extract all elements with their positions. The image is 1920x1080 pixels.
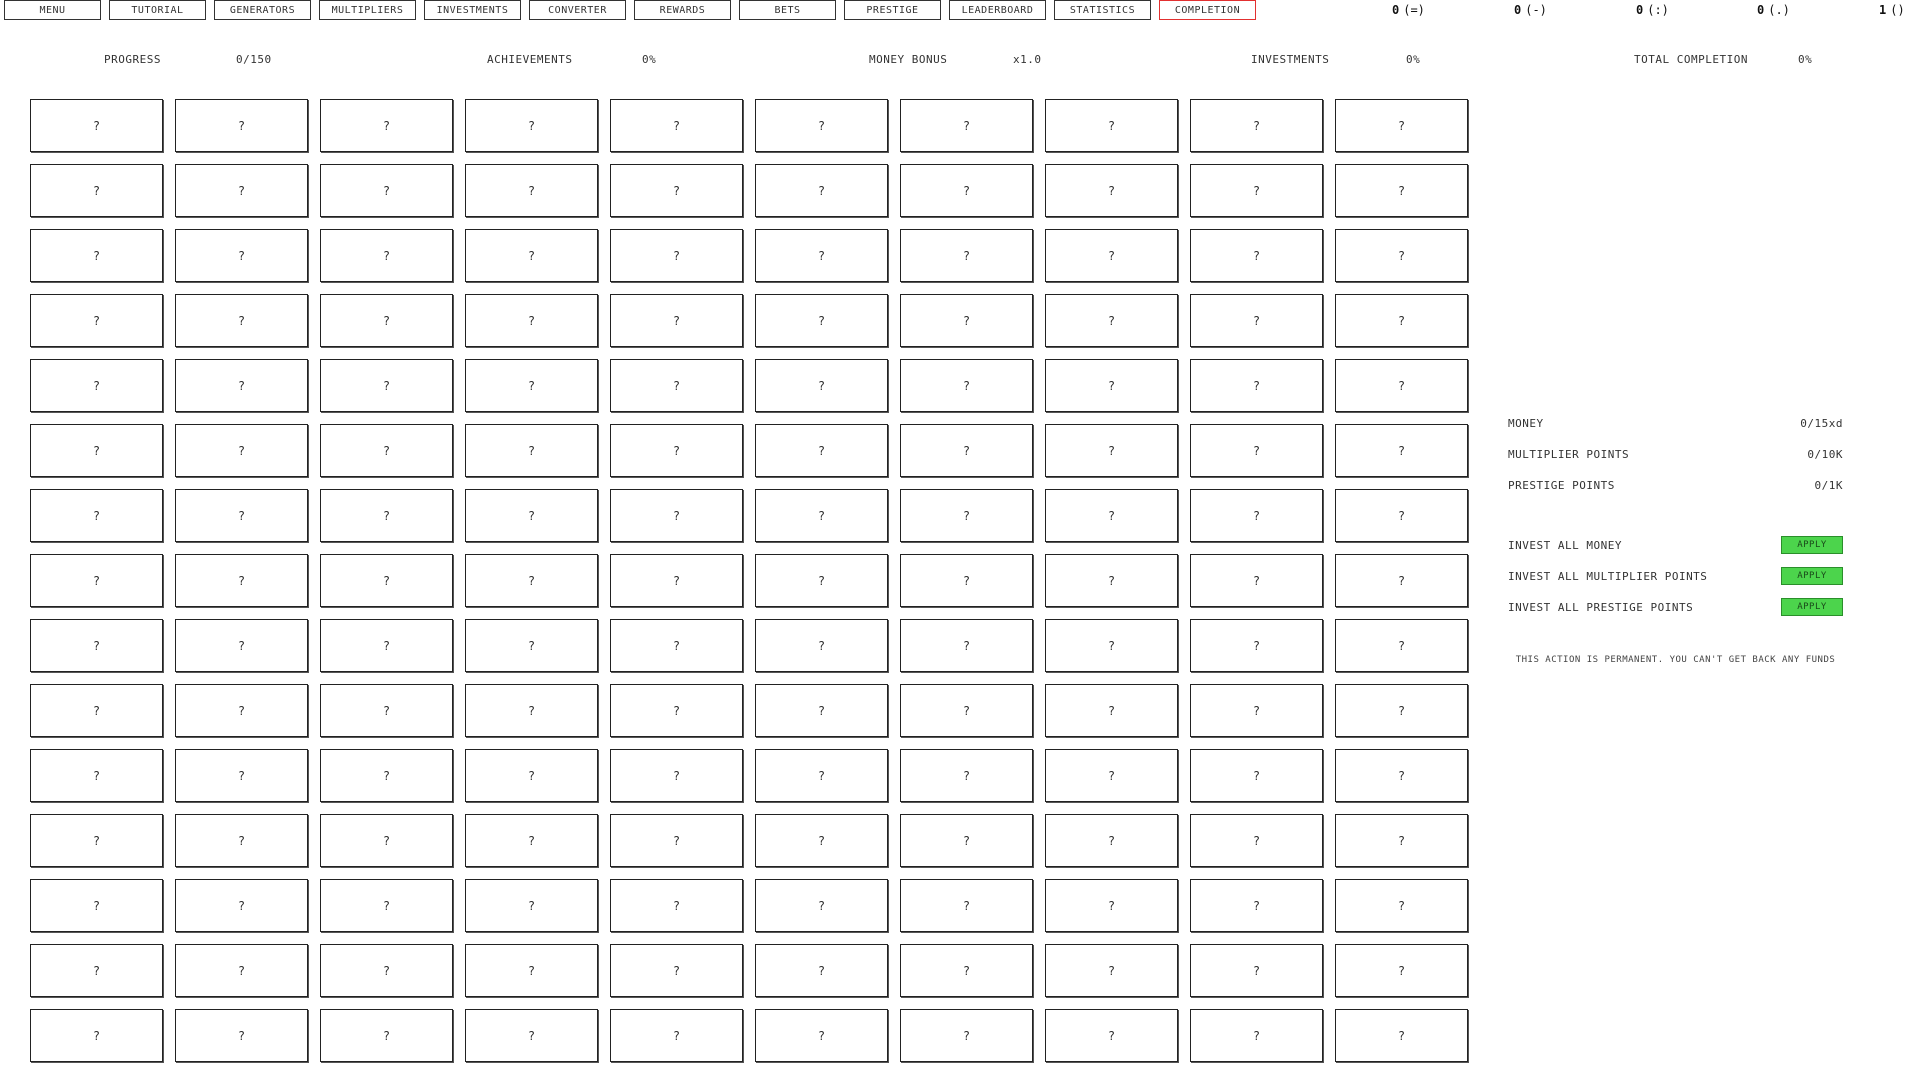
completion-cell[interactable]: ? xyxy=(465,814,598,867)
completion-cell[interactable]: ? xyxy=(175,1009,308,1062)
completion-cell[interactable]: ? xyxy=(320,164,453,217)
resource-label: MONEY xyxy=(1508,417,1544,430)
nav-multipliers-button[interactable]: MULTIPLIERS xyxy=(319,0,416,20)
resource-value: 0/10K xyxy=(1807,448,1843,461)
completion-cell[interactable]: ? xyxy=(465,164,598,217)
completion-cell[interactable]: ? xyxy=(1045,164,1178,217)
completion-cell[interactable]: ? xyxy=(465,99,598,152)
completion-cell[interactable]: ? xyxy=(755,359,888,412)
completion-cell[interactable]: ? xyxy=(1045,489,1178,542)
completion-grid xyxy=(30,99,1468,1062)
completion-cell[interactable]: ? xyxy=(320,359,453,412)
completion-cell[interactable]: ? xyxy=(30,1009,163,1062)
completion-cell[interactable]: ? xyxy=(610,164,743,217)
investments-value: 0% xyxy=(1406,53,1421,66)
completion-cell[interactable]: ? xyxy=(900,684,1033,737)
completion-cell[interactable]: ? xyxy=(610,749,743,802)
completion-cell[interactable]: ? xyxy=(30,99,163,152)
apply-invest-prestige-points-button[interactable]: APPLY xyxy=(1781,598,1843,616)
completion-cell[interactable]: ? xyxy=(755,619,888,672)
completion-cell[interactable]: ? xyxy=(1335,619,1468,672)
completion-cell[interactable]: ? xyxy=(1190,619,1323,672)
completion-cell[interactable]: ? xyxy=(610,554,743,607)
completion-cell[interactable]: ? xyxy=(900,489,1033,542)
completion-cell[interactable]: ? xyxy=(30,814,163,867)
completion-cell[interactable]: ? xyxy=(1335,879,1468,932)
completion-cell[interactable]: ? xyxy=(30,359,163,412)
completion-cell[interactable]: ? xyxy=(1045,1009,1178,1062)
completion-cell[interactable]: ? xyxy=(610,944,743,997)
completion-cell[interactable]: ? xyxy=(30,749,163,802)
nav-generators-button[interactable]: GENERATORS xyxy=(214,0,311,20)
completion-cell[interactable]: ? xyxy=(1045,554,1178,607)
completion-cell[interactable]: ? xyxy=(755,489,888,542)
completion-cell[interactable]: ? xyxy=(1335,164,1468,217)
completion-cell[interactable]: ? xyxy=(175,554,308,607)
completion-cell[interactable]: ? xyxy=(30,684,163,737)
completion-cell[interactable]: ? xyxy=(1045,424,1178,477)
completion-cell[interactable]: ? xyxy=(755,684,888,737)
completion-cell[interactable]: ? xyxy=(1335,229,1468,282)
invest-row-multiplier-points xyxy=(1508,567,1843,587)
invest-label: INVEST ALL MONEY xyxy=(1508,539,1622,552)
currency-counter xyxy=(1392,3,1425,17)
completion-cell[interactable]: ? xyxy=(900,619,1033,672)
completion-cell[interactable]: ? xyxy=(900,1009,1033,1062)
nav-statistics-button[interactable]: STATISTICS xyxy=(1054,0,1151,20)
completion-cell[interactable]: ? xyxy=(30,294,163,347)
completion-cell[interactable]: ? xyxy=(1335,294,1468,347)
completion-cell[interactable]: ? xyxy=(465,229,598,282)
completion-cell[interactable]: ? xyxy=(900,99,1033,152)
resource-label: MULTIPLIER POINTS xyxy=(1508,448,1630,461)
completion-cell[interactable]: ? xyxy=(755,99,888,152)
completion-cell[interactable]: ? xyxy=(30,424,163,477)
completion-cell[interactable]: ? xyxy=(320,814,453,867)
currency-symbol: (=) xyxy=(1403,3,1425,17)
completion-cell[interactable]: ? xyxy=(610,294,743,347)
completion-cell[interactable]: ? xyxy=(320,294,453,347)
completion-cell[interactable]: ? xyxy=(1335,749,1468,802)
completion-cell[interactable]: ? xyxy=(1335,814,1468,867)
completion-cell[interactable]: ? xyxy=(755,164,888,217)
total-completion-label: TOTAL COMPLETION xyxy=(1634,53,1748,66)
completion-cell[interactable]: ? xyxy=(1335,424,1468,477)
investment-panel xyxy=(1508,0,1843,1080)
currency-symbol: () xyxy=(1890,3,1905,17)
completion-cell[interactable]: ? xyxy=(755,749,888,802)
currency-symbol: (:) xyxy=(1647,3,1669,17)
completion-cell[interactable]: ? xyxy=(900,164,1033,217)
completion-cell[interactable]: ? xyxy=(900,879,1033,932)
completion-cell[interactable]: ? xyxy=(900,294,1033,347)
apply-invest-money-button[interactable]: APPLY xyxy=(1781,536,1843,554)
completion-cell[interactable]: ? xyxy=(1190,359,1323,412)
completion-cell[interactable]: ? xyxy=(1335,99,1468,152)
completion-cell[interactable]: ? xyxy=(755,879,888,932)
resource-row-money xyxy=(1508,414,1843,434)
completion-cell[interactable]: ? xyxy=(1045,814,1178,867)
currency-symbol: (.) xyxy=(1768,3,1790,17)
completion-cell[interactable]: ? xyxy=(175,814,308,867)
achievements-value: 0% xyxy=(642,53,657,66)
completion-cell[interactable]: ? xyxy=(1045,294,1178,347)
nav-converter-button[interactable]: CONVERTER xyxy=(529,0,626,20)
completion-cell[interactable]: ? xyxy=(30,619,163,672)
completion-cell[interactable]: ? xyxy=(1045,879,1178,932)
completion-cell[interactable]: ? xyxy=(320,489,453,542)
completion-cell[interactable]: ? xyxy=(465,294,598,347)
completion-cell[interactable]: ? xyxy=(1190,489,1323,542)
progress-value: 0/150 xyxy=(236,53,272,66)
resource-value: 0/15xd xyxy=(1800,417,1843,430)
completion-cell[interactable]: ? xyxy=(755,1009,888,1062)
completion-cell[interactable]: ? xyxy=(320,1009,453,1062)
achievements-label: ACHIEVEMENTS xyxy=(487,53,573,66)
completion-cell[interactable]: ? xyxy=(1045,684,1178,737)
completion-cell[interactable]: ? xyxy=(1045,229,1178,282)
completion-cell[interactable]: ? xyxy=(1190,164,1323,217)
completion-cell[interactable]: ? xyxy=(610,424,743,477)
completion-cell[interactable]: ? xyxy=(900,229,1033,282)
completion-cell[interactable]: ? xyxy=(1335,684,1468,737)
completion-cell[interactable]: ? xyxy=(175,489,308,542)
completion-cell[interactable]: ? xyxy=(1045,359,1178,412)
currency-counter xyxy=(1879,3,1905,17)
completion-cell[interactable]: ? xyxy=(755,229,888,282)
permanent-action-warning: THIS ACTION IS PERMANENT. YOU CAN'T GET BACK ANY FUNDS xyxy=(1515,655,1836,665)
resource-row-prestige-points xyxy=(1508,476,1843,496)
completion-cell[interactable]: ? xyxy=(465,489,598,542)
completion-cell[interactable]: ? xyxy=(320,554,453,607)
completion-cell[interactable]: ? xyxy=(175,294,308,347)
completion-cell[interactable]: ? xyxy=(1190,294,1323,347)
completion-cell[interactable]: ? xyxy=(175,944,308,997)
completion-cell[interactable]: ? xyxy=(610,229,743,282)
completion-cell[interactable]: ? xyxy=(755,944,888,997)
completion-cell[interactable]: ? xyxy=(1335,554,1468,607)
currency-value: 0 xyxy=(1636,3,1644,17)
completion-cell[interactable]: ? xyxy=(465,684,598,737)
nav-bets-button[interactable]: BETS xyxy=(739,0,836,20)
completion-cell[interactable]: ? xyxy=(1190,1009,1323,1062)
completion-cell[interactable]: ? xyxy=(610,619,743,672)
resource-row-multiplier-points xyxy=(1508,445,1843,465)
resource-value: 0/1K xyxy=(1814,479,1843,492)
completion-cell[interactable]: ? xyxy=(610,684,743,737)
completion-cell[interactable]: ? xyxy=(320,619,453,672)
completion-cell[interactable]: ? xyxy=(320,424,453,477)
completion-cell[interactable]: ? xyxy=(30,554,163,607)
completion-cell[interactable]: ? xyxy=(320,879,453,932)
completion-cell[interactable]: ? xyxy=(175,99,308,152)
completion-cell[interactable]: ? xyxy=(1190,229,1323,282)
completion-cell[interactable]: ? xyxy=(1190,684,1323,737)
invest-row-prestige-points xyxy=(1508,598,1843,618)
resource-label: PRESTIGE POINTS xyxy=(1508,479,1615,492)
main-nav xyxy=(4,0,1264,20)
completion-cell[interactable]: ? xyxy=(610,879,743,932)
completion-cell[interactable]: ? xyxy=(175,749,308,802)
completion-cell[interactable]: ? xyxy=(755,294,888,347)
nav-completion-button[interactable]: COMPLETION xyxy=(1159,0,1256,20)
nav-investments-button[interactable]: INVESTMENTS xyxy=(424,0,521,20)
completion-cell[interactable]: ? xyxy=(1190,749,1323,802)
completion-cell[interactable]: ? xyxy=(1190,944,1323,997)
completion-cell[interactable]: ? xyxy=(30,164,163,217)
completion-cell[interactable]: ? xyxy=(900,554,1033,607)
completion-cell[interactable]: ? xyxy=(465,554,598,607)
completion-cell[interactable]: ? xyxy=(175,359,308,412)
nav-tutorial-button[interactable]: TUTORIAL xyxy=(109,0,206,20)
completion-cell[interactable]: ? xyxy=(320,944,453,997)
completion-cell[interactable]: ? xyxy=(30,489,163,542)
money-bonus-label: MONEY BONUS xyxy=(869,53,948,66)
completion-cell[interactable]: ? xyxy=(610,489,743,542)
apply-invest-multiplier-points-button[interactable]: APPLY xyxy=(1781,567,1843,585)
completion-cell[interactable]: ? xyxy=(755,554,888,607)
completion-cell[interactable]: ? xyxy=(30,944,163,997)
completion-cell[interactable]: ? xyxy=(1190,814,1323,867)
completion-cell[interactable]: ? xyxy=(175,424,308,477)
completion-cell[interactable]: ? xyxy=(175,684,308,737)
completion-cell[interactable]: ? xyxy=(900,749,1033,802)
completion-cell[interactable]: ? xyxy=(900,359,1033,412)
completion-cell[interactable]: ? xyxy=(465,749,598,802)
completion-cell[interactable]: ? xyxy=(320,99,453,152)
completion-cell[interactable]: ? xyxy=(1190,879,1323,932)
completion-cell[interactable]: ? xyxy=(1045,749,1178,802)
completion-cell[interactable]: ? xyxy=(465,359,598,412)
completion-cell[interactable]: ? xyxy=(175,164,308,217)
completion-cell[interactable]: ? xyxy=(175,879,308,932)
completion-cell[interactable]: ? xyxy=(1190,424,1323,477)
completion-cell[interactable]: ? xyxy=(610,814,743,867)
nav-leaderboard-button[interactable]: LEADERBOARD xyxy=(949,0,1046,20)
completion-cell[interactable]: ? xyxy=(30,229,163,282)
completion-cell[interactable]: ? xyxy=(610,359,743,412)
completion-cell[interactable]: ? xyxy=(755,424,888,477)
completion-cell[interactable]: ? xyxy=(30,879,163,932)
currency-value: 0 xyxy=(1757,3,1765,17)
completion-cell[interactable]: ? xyxy=(1045,619,1178,672)
investments-label: INVESTMENTS xyxy=(1251,53,1330,66)
nav-menu-button[interactable]: MENU xyxy=(4,0,101,20)
completion-cell[interactable]: ? xyxy=(465,1009,598,1062)
completion-cell[interactable]: ? xyxy=(1335,944,1468,997)
total-completion-value: 0% xyxy=(1798,53,1813,66)
currency-value: 1 xyxy=(1879,3,1887,17)
completion-cell[interactable]: ? xyxy=(1045,99,1178,152)
completion-cell[interactable]: ? xyxy=(1045,944,1178,997)
currency-value: 0 xyxy=(1514,3,1522,17)
invest-row-money xyxy=(1508,536,1843,556)
completion-cell[interactable]: ? xyxy=(465,879,598,932)
completion-cell[interactable]: ? xyxy=(465,944,598,997)
invest-label: INVEST ALL MULTIPLIER POINTS xyxy=(1508,570,1708,583)
completion-cell[interactable]: ? xyxy=(755,814,888,867)
completion-cell[interactable]: ? xyxy=(1335,359,1468,412)
money-bonus-value: x1.0 xyxy=(1013,53,1042,66)
currency-value: 0 xyxy=(1392,3,1400,17)
invest-label: INVEST ALL PRESTIGE POINTS xyxy=(1508,601,1694,614)
progress-label: PROGRESS xyxy=(104,53,161,66)
completion-cell[interactable]: ? xyxy=(610,1009,743,1062)
completion-cell[interactable]: ? xyxy=(320,749,453,802)
completion-cell[interactable]: ? xyxy=(175,229,308,282)
completion-cell[interactable]: ? xyxy=(320,229,453,282)
completion-cell[interactable]: ? xyxy=(465,424,598,477)
nav-rewards-button[interactable]: REWARDS xyxy=(634,0,731,20)
completion-cell[interactable]: ? xyxy=(175,619,308,672)
completion-cell[interactable]: ? xyxy=(320,684,453,737)
completion-cell[interactable]: ? xyxy=(610,99,743,152)
completion-cell[interactable]: ? xyxy=(1335,1009,1468,1062)
nav-prestige-button[interactable]: PRESTIGE xyxy=(844,0,941,20)
currency-symbol: (-) xyxy=(1525,3,1547,17)
completion-cell[interactable]: ? xyxy=(900,424,1033,477)
completion-cell[interactable]: ? xyxy=(900,944,1033,997)
completion-cell[interactable]: ? xyxy=(1190,99,1323,152)
completion-cell[interactable]: ? xyxy=(465,619,598,672)
completion-cell[interactable]: ? xyxy=(900,814,1033,867)
completion-cell[interactable]: ? xyxy=(1335,489,1468,542)
completion-cell[interactable]: ? xyxy=(1190,554,1323,607)
